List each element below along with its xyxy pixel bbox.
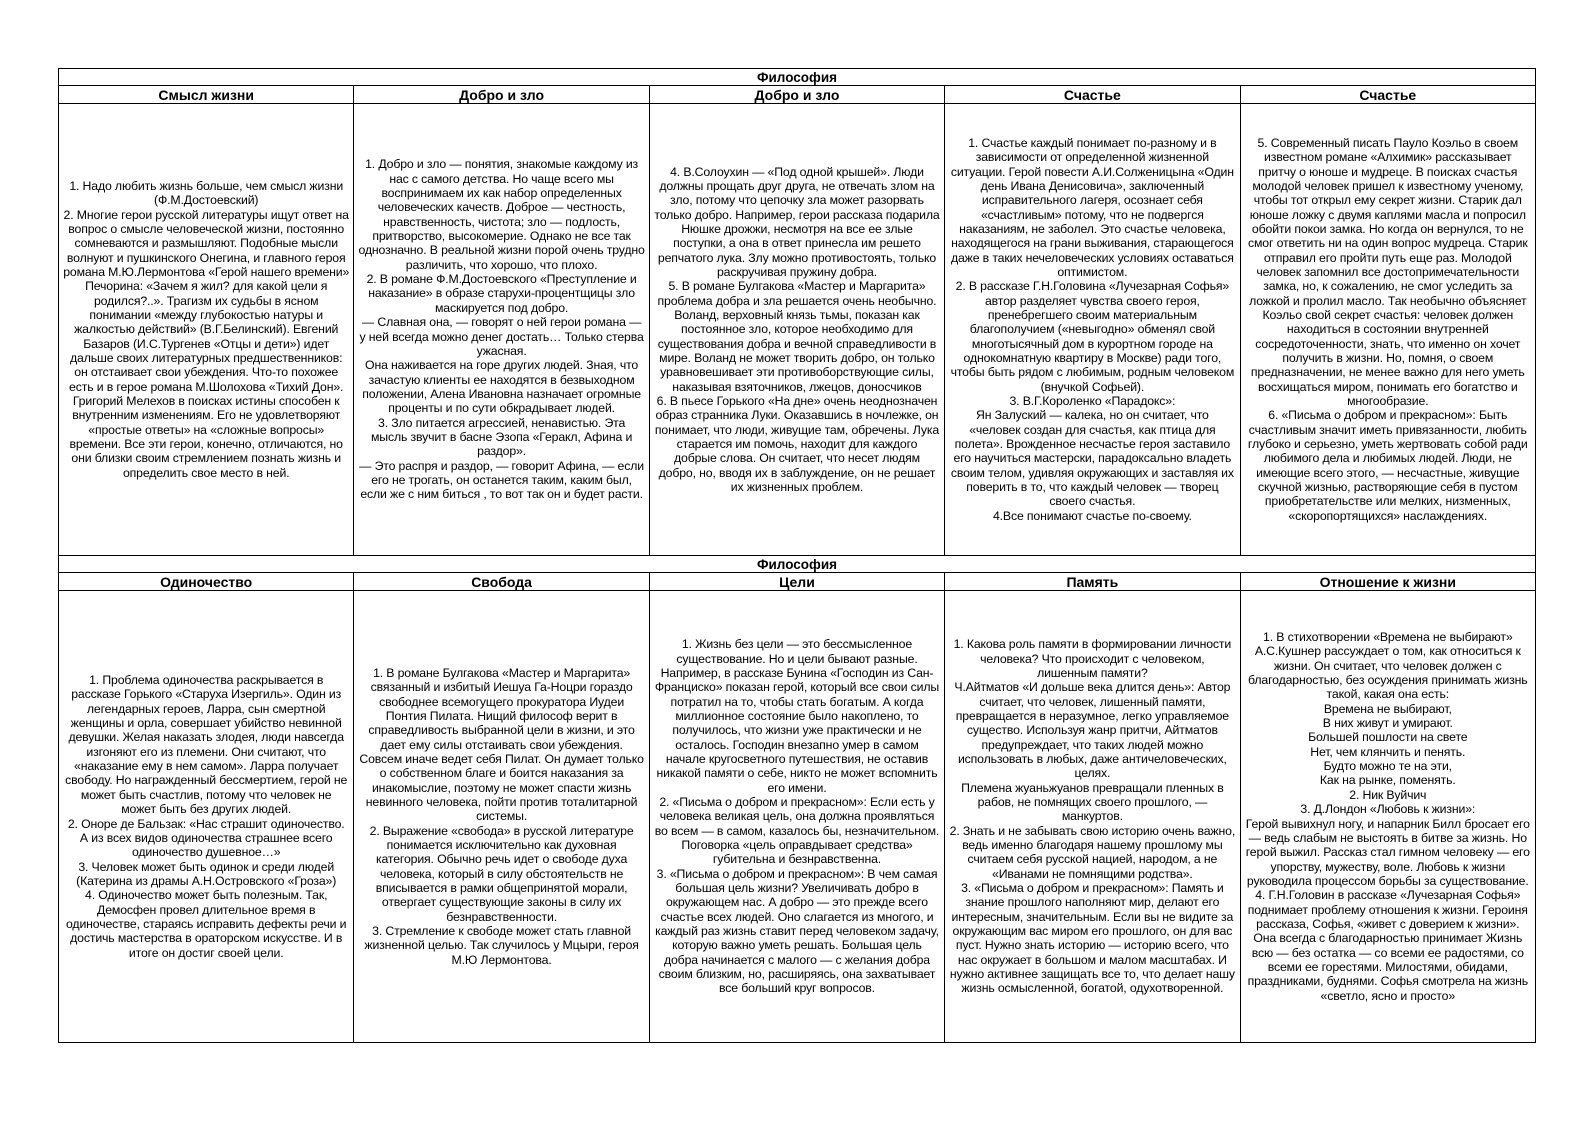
column-header-goals: Цели bbox=[649, 573, 944, 591]
cell-happiness-2: 5. Современный писать Пауло Коэльо в своем известном романе «Алхимик» рассказывает притчу о юноше и мудреце. В поисках счастья молодой человек пришел к известному ученому, чтобы тот открыл ему секрет жизни. Старик дал юноше ложку с двумя каплями масла и попросил обойти покои замка. Но когда он вернулся, то не смог ответить ни на один вопрос мудреца. Старик отправил его пройти путь еще раз. Молодой человек запомнил все достопримечательности замка, но, к сожалению, не смог уследить за ложкой и пролил масло. Так необычно объясняет Коэльо свой секрет счастья: человек должен находиться в состоянии внутренней сосредоточенности, знать, что именно он хочет получить в жизни. Но, помня, о своем предназначении, не менее важно для него уметь восхищаться миром, понимать его богатство и многообразие. 6. «Письма о добром и прекрасном»: Быть счастливым значит иметь привязанности, любить глубоко и серьезно, уметь жертвовать собой ради любимого дела и любимых людей. Люди, не имеющие всего этого, — несчастные, живущие скучной жизнью, растворяющие себя в пустом приобретательстве или мелких, низменных, «скоропортящихся» наслаждениях. bbox=[1240, 104, 1535, 556]
cell-loneliness: 1. Проблема одиночества раскрывается в рассказе Горького «Старуха Изергиль». Один из легендарных героев, Ларра, сын смертной женщины и орла, совершает убийство невинной девушки. Желая наказать злодея, люди навсегда изгоняют его из племени. Они считают, что «наказание ему в нем самом». Ларра получает свободу. Но награжденный бессмертием, герой не может быть счастлив, потому что человек не может быть без других людей. 2. Оноре де Бальзак: «Нас страшит одиночество. А из всех видов одиночества страшнее всего одиночество душевное…» 3. Человек может быть одинок и среди людей (Катерина из драмы А.Н.Островского «Гроза») 4. Одиночество может быть полезным. Так, Демосфен провел длительное время в одиночестве, стараясь исправить дефекты речи и достичь мастерства в ораторском искусстве. И в итоге он достиг своей цели. bbox=[59, 591, 354, 1043]
column-header-meaning-of-life: Смысл жизни bbox=[59, 86, 354, 104]
column-header-memory: Память bbox=[945, 573, 1240, 591]
philosophy-table-1 bbox=[58, 68, 1536, 556]
header-row bbox=[59, 86, 1536, 104]
banner-row bbox=[59, 556, 1536, 573]
section-banner: Философия bbox=[59, 69, 1536, 86]
column-header-freedom: Свобода bbox=[354, 573, 649, 591]
column-header-loneliness: Одиночество bbox=[59, 573, 354, 591]
column-header-attitude-to-life: Отношение к жизни bbox=[1240, 573, 1535, 591]
cell-memory: 1. Какова роль памяти в формировании личности человека? Что происходит с человеком, лишенным памяти? Ч.Айтматов «И дольше века длится день»: Автор считает, что человек, лишенный памяти, превращается в неразумное, легко управляемое существо. Используя жанр притчи, Айтматов предупреждает, что таких людей можно использовать в любых, даже античеловеческих, целях. Племена жуаньжуанов превращали пленных в рабов, не помнящих своего прошлого, — манкуртов. 2. Знать и не забывать свою историю очень важно, ведь именно благодаря нашему прошлому мы считаем себя русской нацией, народом, а не «Иванами не помнящими родства». 3. «Письма о добром и прекрасном»: Память и знание прошлого наполняют мир, делают его интересным, значительным. Если вы не видите за окружающим вас миром его прошлого, он для вас пуст. Нужно знать историю — историю всего, что нас окружает в большом и малом масштабах. И нужно активнее защищать все то, что делает нашу жизнь осмысленной, богатой, одухотворенной. bbox=[945, 591, 1240, 1043]
header-row bbox=[59, 573, 1536, 591]
cell-freedom: 1. В романе Булгакова «Мастер и Маргарита» связанный и избитый Иешуа Га-Ноцри гораздо свободнее всемогущего прокуратора Иудеи Понтия Пилата. Нищий философ верит в справедливость выбранной цели в жизни, и это дает ему силы отстаивать свои убеждения. Совсем иначе ведет себя Пилат. Он думает только о собственном благе и боится наказания за инакомыслие, поэтому не может спасти жизнь невинного человека, пойти против тоталитарной системы. 2. Выражение «свобода» в русской литературе понимается исключительно как духовная категория. Обычно речь идет о свободе духа человека, который в силу обстоятельств не вписывается в рамки общепринятой морали, отвергает существующие законы в силу их безнравственности. 3. Стремление к свободе может стать главной жизненной целью. Так случилось у Мцыри, героя М.Ю Лермонтова. bbox=[354, 591, 649, 1043]
column-header-happiness: Счастье bbox=[945, 86, 1240, 104]
column-header-good-and-evil-2: Добро и зло bbox=[649, 86, 944, 104]
content-row bbox=[59, 591, 1536, 1043]
cell-good-and-evil: 1. Добро и зло — понятия, знакомые каждому из нас с самого детства. Но чаще всего мы воспринимаем их как набор определенных человеческих качеств. Доброе — честность, нравственность, чистота; зло — подлость, притворство, высокомерие. Однако не все так однозначно. В реальной жизни порой очень трудно различить, что хорошо, что плохо. 2. В романе Ф.М.Достоевского «Преступление и наказание» в образе старухи-процентщицы зло маскируется под добро. — Славная она, — говорят о ней герои романа — у ней всегда можно денег достать… Только стерва ужасная. Она наживается на горе других людей. Зная, что зачастую клиенты ее находятся в безвыходном положении, Алена Ивановна назначает огромные проценты и по сути обкрадывает людей. 3. Зло питается агрессией, ненавистью. Эта мысль звучит в басне Эзопа «Геракл, Афина и раздор». — Это распря и раздор, — говорит Афина, — если его не трогать, он останется таким, каким был, если же с ним биться , то вот так он и будет расти. bbox=[354, 104, 649, 556]
content-row bbox=[59, 104, 1536, 556]
philosophy-table-2 bbox=[58, 555, 1536, 1043]
cell-goals: 1. Жизнь без цели — это бессмысленное существование. Но и цели бывают разные. Например, в рассказе Бунина «Господин из Сан-Франциско» показан герой, который все свои силы потратил на то, чтобы стать богатым. А когда миллионное состояние было накоплено, то получилось, что жизни уже практически и не осталось. Господин внезапно умер в самом начале кругосветного путешествия, не оставив никакой памяти о себе, никто не может вспомнить его имени. 2. «Письма о добром и прекрасном»: Если есть у человека великая цель, она должна проявляться во всем — в самом, казалось бы, незначительном. Поговорка «цель оправдывает средства» губительна и безнравственна. 3. «Письма о добром и прекрасном»: В чем самая большая цель жизни? Увеличивать добро в окружающем нас. А добро — это прежде всего счастье всех людей. Оно слагается из многого, и каждый раз жизнь ставит перед человеком задачу, которую важно уметь решать. Большая цель добра начинается с малого — с желания добра своим близким, но, расширяясь, она захватывает все больший круг вопросов. bbox=[649, 591, 944, 1043]
cell-meaning-of-life: 1. Надо любить жизнь больше, чем смысл жизни (Ф.М.Достоевский) 2. Многие герои русской литературы ищут ответ на вопрос о смысле человеческой жизни, постоянно сомневаются и размышляют. Подобные мысли волнуют и пушкинского Онегина, и главного героя романа М.Ю.Лермонтова «Герой нашего времени» Печорина: «Зачем я жил? для какой цели я родился?..». Трагизм их судьбы в ясном понимании «между глубокостью натуры и жалкостью действий» (В.Г.Белинский). Евгений Базаров (И.С.Тургенев «Отцы и дети») идет дальше своих литературных предшественников: он отстаивает свои убеждения. Что-то похожее есть и в герое романа М.Шолохова «Тихий Дон». Григорий Мелехов в поисках истины способен к внутренним изменениям. Его не удовлетворяют «простые ответы» на «сложные вопросы» времени. Все эти герои, конечно, отличаются, но они близки своим стремлением познать жизнь и определить свое место в ней. bbox=[59, 104, 354, 556]
banner-row bbox=[59, 69, 1536, 86]
cell-happiness: 1. Счастье каждый понимает по-разному и в зависимости от определенной жизненной ситуации. Герой повести А.И.Солженицына «Один день Ивана Денисовича», заключенный исправительного лагеря, осознает себя «счастливым» потому, что не подвергся наказаниям, не заболел. Это счастье человека, находящегося на грани выживания, старающегося даже в таких нечеловеческих условиях оставаться оптимистом. 2. В рассказе Г.Н.Головина «Лучезарная Софья» автор разделяет чувства своего героя, пренебрегшего своим материальным благополучием («невыгодно» обменял свой многотысячный дом в курортном городе на однокомнатную квартиру в Москве) ради того, чтобы быть рядом с любимым, родным человеком (внучкой Софьей). 3. В.Г.Короленко «Парадокс»: Ян Залуский — калека, но он считает, что «человек создан для счастья, как птица для полета». Врожденное несчастье героя заставило его научиться мастерски, парадоксально владеть своим телом, удивляя окружающих и заставляя их поверить в то, что каждый человек — творец своего счастья. 4.Все понимают счастье по-своему. bbox=[945, 104, 1240, 556]
cell-good-and-evil-2: 4. В.Солоухин — «Под одной крышей». Люди должны прощать друг друга, не отвечать злом на зло, потому что цепочку зла может разорвать только добро. Например, герои рассказа подарила Нюшке дрожжи, несмотря на все ее злые поступки, а она в ответ принесла им решето репчатого лука. Злу можно противостоять, только раскручивая пружину добра. 5. В романе Булгакова «Мастер и Маргарита» проблема добра и зла решается очень необычно. Воланд, верховный князь тьмы, показан как постоянное зло, которое необходимо для существования добра и вечной справедливости в мире. Воланд не может творить добро, он только уравновешивает эти противоборствующие силы, наказывая взяточников, лжецов, доносчиков 6. В пьесе Горького «На дне» очень неоднозначен образ странника Луки. Оказавшись в ночлежке, он понимает, что люди, живущие там, обречены. Лука старается им помочь, находит для каждого добрые слова. Он считает, что несет людям добро, но, вводя их в заблуждение, он не решает их жизненных проблем. bbox=[649, 104, 944, 556]
section-banner: Философия bbox=[59, 556, 1536, 573]
cell-attitude-to-life: 1. В стихотворении «Времена не выбирают» А.С.Кушнер рассуждает о том, как относиться к жизни. Он считает, что человек должен с благодарностью, без осуждения принимать жизнь такой, какая она есть: Времена не выбирают, В них живут и умирают. Большей пошлости на свете Нет, чем клянчить и пенять. Будто можно те на эти, Как на рынке, поменять. 2. Ник Вуйчич 3. Д.Лондон «Любовь к жизни»: Герой вывихнул ногу, и напарник Билл бросает его — ведь слабым не выстоять в битве за жизнь. Но герой выжил. Рассказ стал гимном человеку — его упорству, мужеству, воле. Любовь к жизни руководила процессом борьбы за существование. 4. Г.Н.Головин в рассказе «Лучезарная Софья» поднимает проблему отношения к жизни. Героиня рассказа, Софья, «живет с доверием к жизни». Она всегда с благодарностью принимает Жизнь всю — без остатка — со всеми ее радостями, со всеми ее горестями. Милостями, обидами, праздниками, буднями. Софья смотрела на жизнь «светло, ясно и просто» bbox=[1240, 591, 1535, 1043]
column-header-happiness-2: Счастье bbox=[1240, 86, 1535, 104]
philosophy-sheet bbox=[58, 68, 1536, 1043]
column-header-good-and-evil: Добро и зло bbox=[354, 86, 649, 104]
